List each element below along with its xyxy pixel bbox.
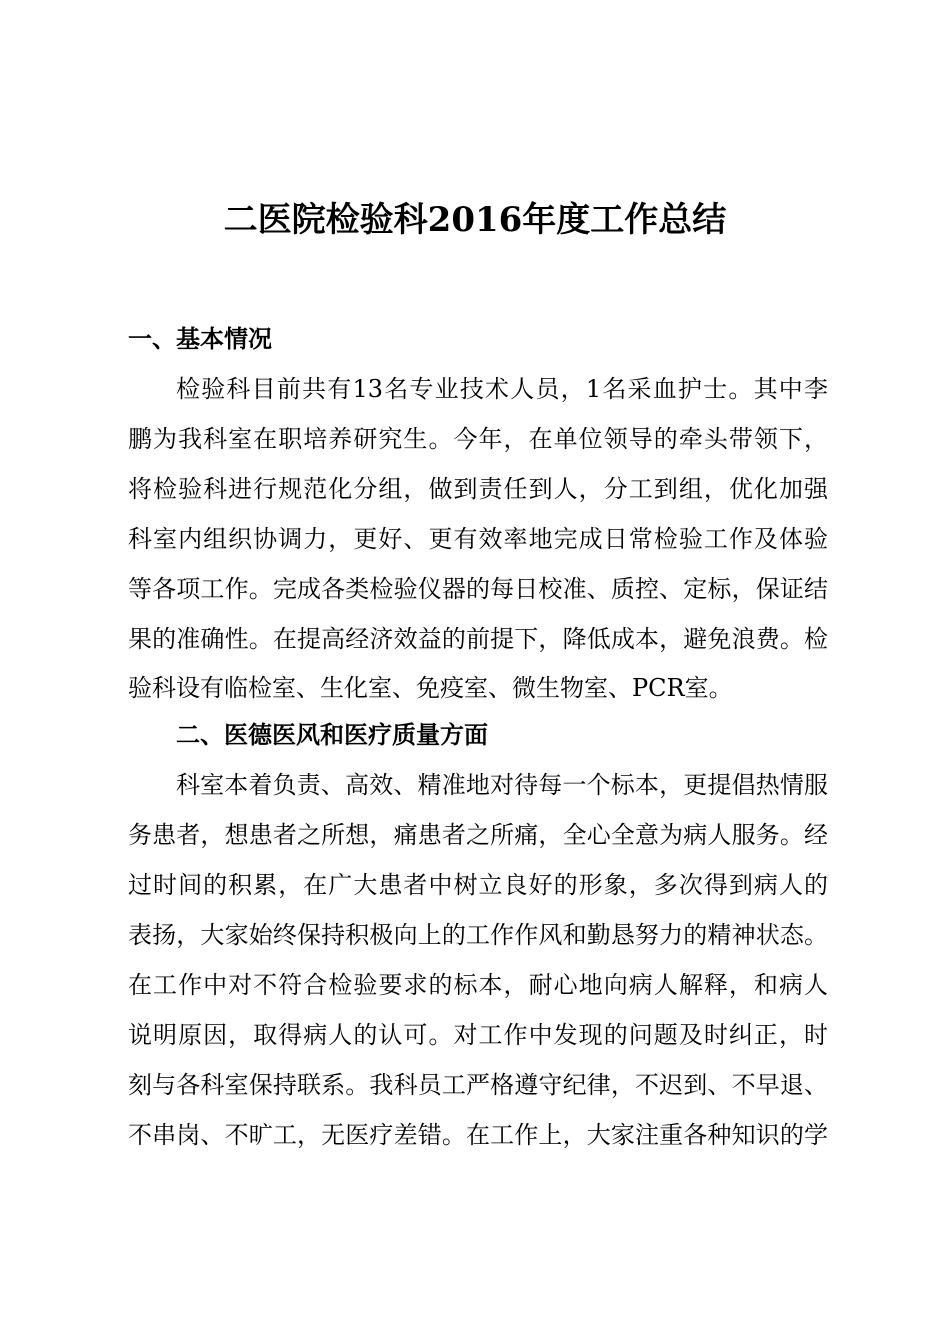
paragraph-line: 将检验科进行规范化分组，做到责任到人，分工到组，优化加强 [128, 475, 828, 503]
section-heading-ethics-quality: 二、医德医风和医疗质量方面 [176, 721, 488, 749]
paragraph-line: 刻与各科室保持联系。我科员工严格遵守纪律，不迟到、不早退、 [128, 1071, 828, 1099]
paragraph-line: 务患者，想患者之所想，痛患者之所痛，全心全意为病人服务。经 [128, 821, 828, 849]
paragraph-line: 果的准确性。在提高经济效益的前提下，降低成本，避免浪费。检 [128, 625, 828, 653]
paragraph-line: 在工作中对不符合检验要求的标本，耐心地向病人解释，和病人 [128, 971, 828, 999]
paragraph-line: 检验科目前共有13名专业技术人员，1名采血护士。其中李 [176, 375, 828, 403]
paragraph-line: 等各项工作。完成各类检验仪器的每日校准、质控、定标，保证结 [128, 575, 828, 603]
paragraph-line: 不串岗、不旷工，无医疗差错。在工作上，大家注重各种知识的学 [128, 1121, 828, 1149]
paragraph-line: 鹏为我科室在职培养研究生。今年，在单位领导的牵头带领下， [128, 425, 828, 453]
paragraph-line: 表扬，大家始终保持积极向上的工作作风和勤恳努力的精神状态。 [128, 921, 828, 949]
paragraph-line: 科室本着负责、高效、精准地对待每一个标本，更提倡热情服 [176, 771, 828, 799]
paragraph-line: 说明原因，取得病人的认可。对工作中发现的问题及时纠正，时 [128, 1021, 828, 1049]
paragraph-line: 验科设有临检室、生化室、免疫室、微生物室、PCR室。 [128, 674, 733, 702]
document-title: 二医院检验科2016年度工作总结 [223, 200, 727, 240]
paragraph-line: 过时间的积累，在广大患者中树立良好的形象，多次得到病人的 [128, 871, 828, 899]
section-heading-basic-info: 一、基本情况 [128, 325, 272, 353]
paragraph-line: 科室内组织协调力，更好、更有效率地完成日常检验工作及体验 [128, 525, 828, 553]
